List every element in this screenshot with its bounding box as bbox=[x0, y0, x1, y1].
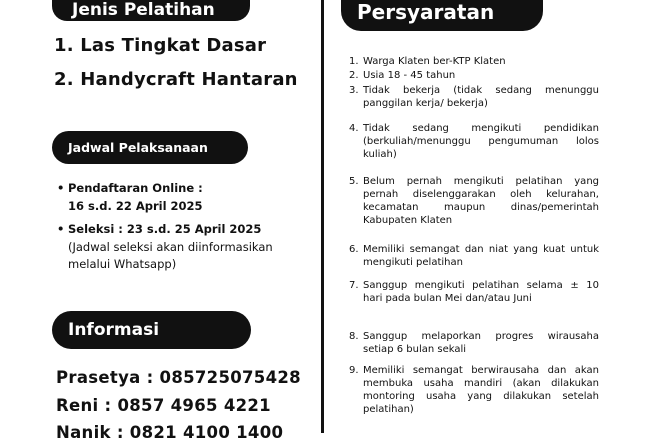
contact-prasetya: Prasetya : 085725075428 bbox=[56, 368, 301, 387]
requirement-1 bbox=[349, 55, 599, 68]
requirement-text: Tidak sedang mengikuti pendidikan (berkuliah/menunggu pengumuman lolos kuliah) bbox=[363, 123, 599, 160]
seleksi-note-line-1: (Jadwal seleksi akan diinformasikan bbox=[68, 239, 273, 254]
program-las: 1. Las Tingkat Dasar bbox=[54, 35, 267, 56]
requirement-number: 1. bbox=[349, 56, 359, 67]
requirement-number: 2. bbox=[349, 70, 359, 81]
seleksi-label: Seleksi : 23 s.d. 25 April 2025 bbox=[68, 222, 262, 236]
contact-reni: Reni : 0857 4965 4221 bbox=[56, 396, 271, 415]
requirement-number: 6. bbox=[349, 244, 359, 255]
persyaratan-heading: Persyaratan bbox=[341, 0, 543, 31]
requirement-number: 3. bbox=[349, 85, 359, 96]
contact-nanik: Nanik : 0821 4100 1400 bbox=[56, 423, 284, 442]
requirement-text: Usia 18 - 45 tahun bbox=[363, 70, 456, 81]
program-handycraft: 2. Handycraft Hantaran bbox=[54, 69, 298, 90]
requirement-number: 4. bbox=[349, 123, 359, 134]
requirement-text: Sanggup melaporkan progres wirausaha setiap 6 bulan sekali bbox=[363, 331, 599, 355]
column-divider bbox=[321, 0, 324, 433]
jadwal-heading: Jadwal Pelaksanaan bbox=[52, 131, 248, 164]
jadwal-item-pendaftaran bbox=[57, 180, 203, 215]
requirement-4 bbox=[349, 122, 599, 161]
bullet-dot: • bbox=[57, 181, 65, 195]
requirement-text: Tidak bekerja (tidak sedang menunggu panggilan kerja/ bekerja) bbox=[363, 85, 599, 109]
seleksi-note bbox=[57, 239, 273, 274]
requirement-7 bbox=[349, 279, 599, 305]
requirement-5 bbox=[349, 175, 599, 227]
jenis-pelatihan-heading: Jenis Pelatihan bbox=[52, 0, 250, 21]
informasi-heading: Informasi bbox=[52, 311, 251, 349]
requirement-text: Memiliki semangat berwirausaha dan akan membuka usaha mandiri (akan dilakukan montoring usaha yang dilakukan setelah pelatihan) bbox=[363, 365, 599, 415]
requirement-text: Sanggup mengikuti pelatihan selama ± 10 hari pada bulan Mei dan/atau Juni bbox=[363, 280, 599, 304]
pendaftaran-label: Pendaftaran Online : bbox=[68, 181, 203, 195]
requirement-8 bbox=[349, 330, 599, 356]
requirement-text: Memiliki semangat dan niat yang kuat untuk mengikuti pelatihan bbox=[363, 244, 599, 268]
requirement-number: 7. bbox=[349, 280, 359, 291]
jadwal-item-seleksi bbox=[57, 221, 273, 274]
requirement-number: 5. bbox=[349, 176, 359, 187]
requirement-6 bbox=[349, 243, 599, 269]
bullet-dot: • bbox=[57, 222, 65, 236]
requirement-number: 9. bbox=[349, 365, 359, 376]
requirement-text: Belum pernah mengikuti pelatihan yang pernah diselenggarakan oleh kelurahan, kecamatan maupun dinas/pemerintah Kabupaten Klaten bbox=[363, 176, 599, 226]
requirement-9 bbox=[349, 364, 599, 416]
requirement-2 bbox=[349, 69, 599, 82]
requirement-number: 8. bbox=[349, 331, 359, 342]
pendaftaran-date: 16 s.d. 22 April 2025 bbox=[68, 198, 203, 213]
seleksi-note-line-2: melalui Whatsapp) bbox=[68, 257, 177, 271]
requirement-3 bbox=[349, 84, 599, 110]
requirement-text: Warga Klaten ber-KTP Klaten bbox=[363, 56, 506, 67]
